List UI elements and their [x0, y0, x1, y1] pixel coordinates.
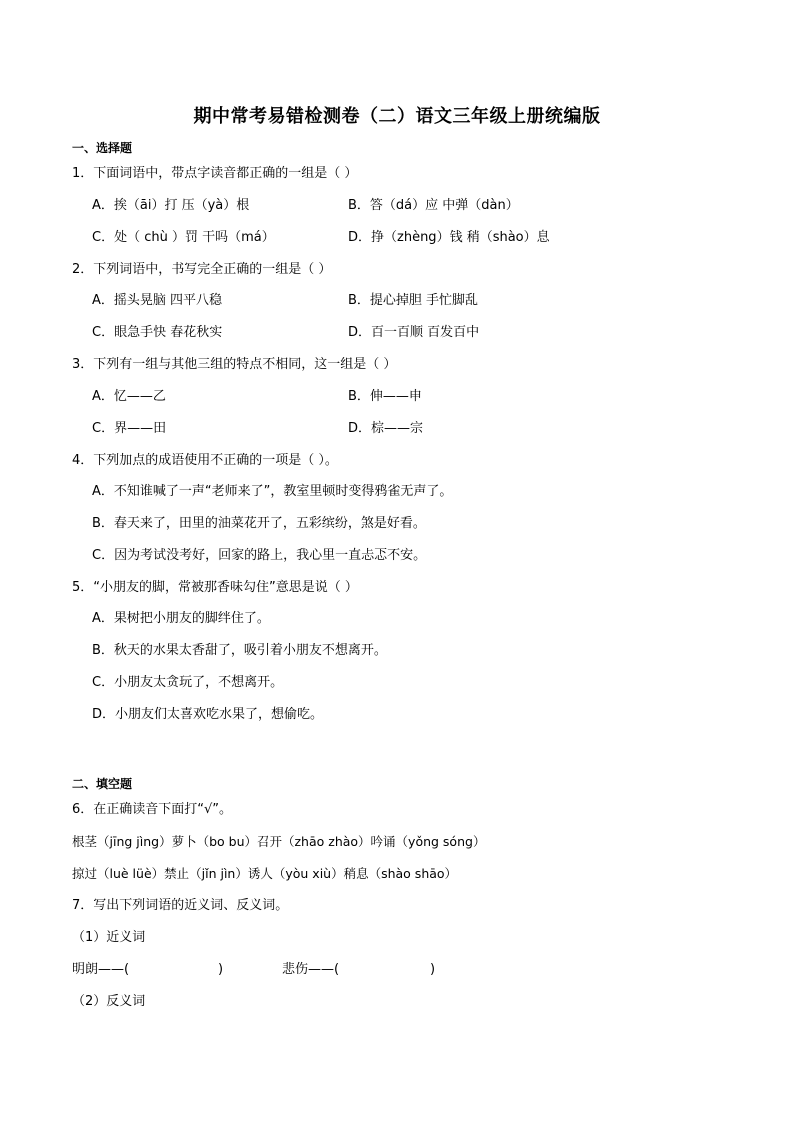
- q7-sub-antonym: （2）反义词: [72, 994, 146, 1009]
- section-heading-choice: 一、选择题: [72, 141, 133, 155]
- q3-option-d: D．棕——宗: [348, 421, 424, 436]
- q2-option-c: C．眼急手快 春花秋实: [92, 325, 223, 340]
- page-title: 期中常考易错检测卷（二）语文三年级上册统编版: [193, 106, 601, 127]
- q2-option-b: B．提心掉胆 手忙脚乱: [348, 293, 479, 308]
- q6-pinyin-row-2: 掠过（luè lüè）禁止（jǐn jìn）诱人（yòu xiù）稍息（shào shāo）: [72, 866, 458, 881]
- q7-pair-1-close: ): [218, 962, 224, 977]
- q5-option-a: A．果树把小朋友的脚绊住了。: [92, 611, 270, 626]
- section-heading-fill: 二、填空题: [72, 777, 133, 791]
- q5-option-b: B．秋天的水果太香甜了，吸引着小朋友不想离开。: [92, 643, 387, 658]
- q3-option-b: B．伸——申: [348, 389, 422, 404]
- question-5: 5．“小朋友的脚，常被那香味勾住”意思是说（ ）: [72, 580, 358, 595]
- q1-option-d: D．挣（zhèng）钱 稍（shào）息: [348, 230, 550, 245]
- q5-option-c: C．小朋友太贪玩了，不想离开。: [92, 675, 284, 690]
- q4-option-c: C．因为考试没考好，回家的路上，我心里一直忐忑不安。: [92, 548, 427, 563]
- q1-option-b: B．答（dá）应 中弹（dàn）: [348, 198, 519, 213]
- q7-pair-1-label: 明朗——(: [72, 962, 130, 977]
- q2-option-a: A．摇头晃脑 四平八稳: [92, 293, 223, 308]
- q4-option-b: B．春天来了，田里的油菜花开了，五彩缤纷，煞是好看。: [92, 516, 426, 531]
- question-3: 3．下列有一组与其他三组的特点不相同，这一组是（ ）: [72, 357, 397, 372]
- q3-option-c: C．界——田: [92, 421, 167, 436]
- q1-option-a: A．挨（āi）打 压（yà）根: [92, 198, 250, 213]
- q7-sub-synonym: （1）近义词: [72, 930, 146, 945]
- q3-option-a: A．忆——乙: [92, 389, 166, 404]
- q7-pair-2-label: 悲伤——(: [282, 962, 340, 977]
- q5-option-d: D．小朋友们太喜欢吃水果了，想偷吃。: [92, 707, 324, 722]
- question-2: 2．下列词语中，书写完全正确的一组是（ ）: [72, 262, 332, 277]
- question-6: 6．在正确读音下面打“√”。: [72, 802, 233, 817]
- q1-option-c: C．处（ chù ）罚 干吗（má）: [92, 230, 275, 245]
- q6-pinyin-row-1: 根茎（jīng jìng）萝卜（bo bu）召开（zhāo zhào）吟诵（yǒng sóng）: [72, 834, 486, 849]
- q2-option-d: D．百一百顺 百发百中: [348, 325, 480, 340]
- q4-option-a: A．不知谁喊了一声“老师来了”，教室里顿时变得鸦雀无声了。: [92, 484, 453, 499]
- q7-pair-2-close: ): [430, 962, 436, 977]
- question-4: 4．下列加点的成语使用不正确的一项是（ ）。: [72, 453, 338, 468]
- question-7: 7．写出下列词语的近义词、反义词。: [72, 898, 289, 913]
- question-1: 1．下面词语中，带点字读音都正确的一组是（ ）: [72, 166, 358, 181]
